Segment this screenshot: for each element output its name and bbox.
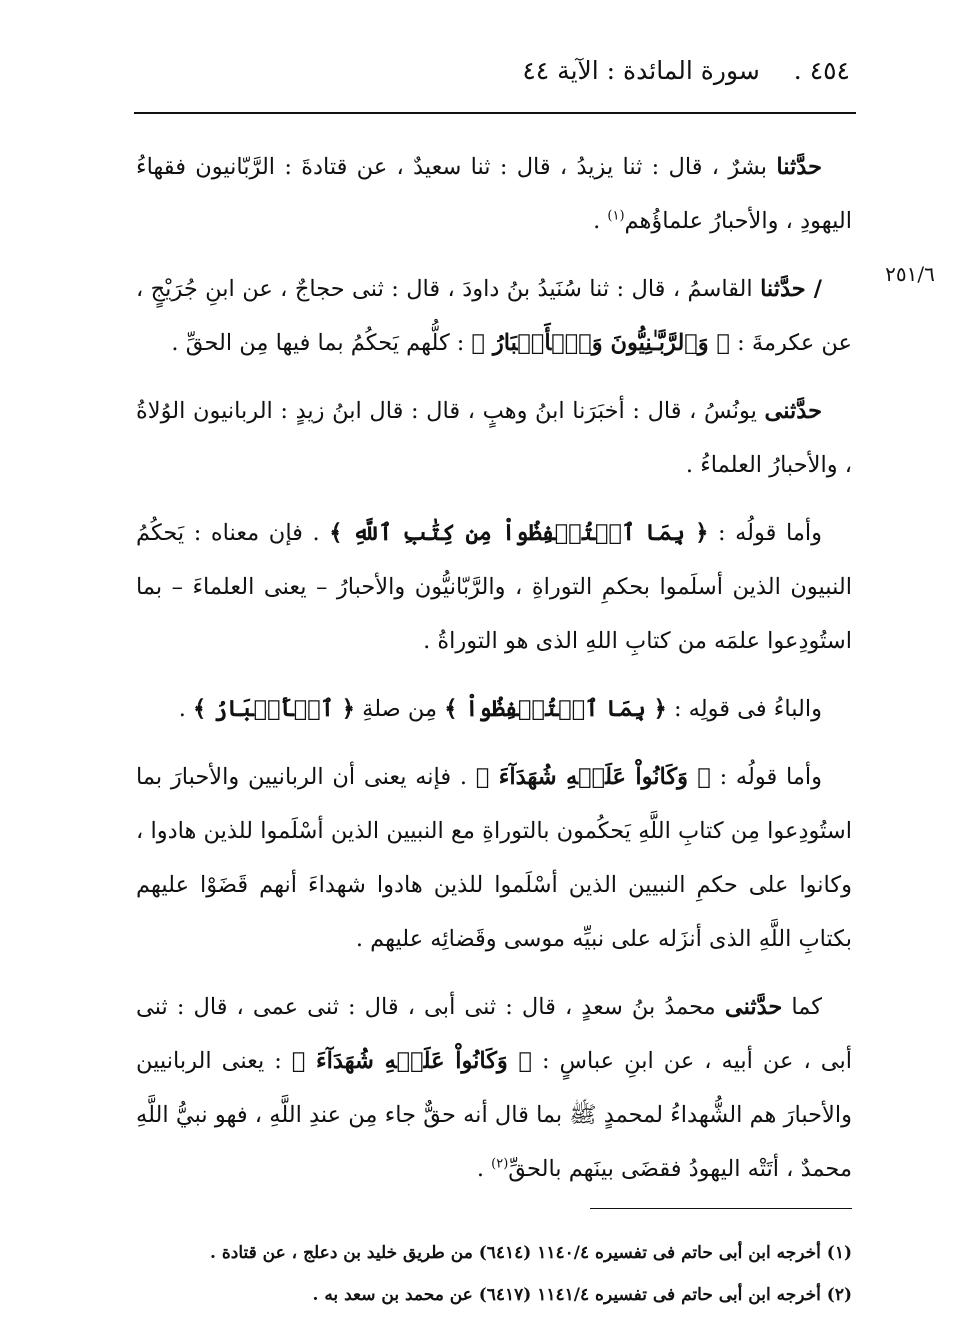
narrator-lead: حدَّثنى (764, 398, 822, 424)
paragraph-end: : كلُّهم يَحكُمُ بما فيها مِن الحقِّ . (171, 330, 472, 356)
quran-quote: ﴿ وَٱلرَّبَّـٰنِيُّونَ وَٱلۡأَحۡبَارُ ﴾ (471, 330, 731, 356)
quran-quote-2: ﴿ ٱلۡأَحۡبَارُ ﴾ (193, 696, 355, 722)
footnotes (140, 1232, 852, 1316)
paragraph-end: . (593, 208, 608, 234)
quran-quote: ﴿ وَكَانُواْ عَلَيۡهِ شُهَدَآءَ ﴾ (291, 1048, 532, 1074)
paragraph-2 (136, 262, 852, 370)
paragraph-end: . فإن معناه : يَحكُمُ النبيون الذين أسلَموا بحكمِ التوراةِ ، والرَّبّانيُّون والأحبارُ – يعنى العلماءَ – بما استُودِعوا علمَه من كتابِ اللهِ الذى هو التوراةُ . (136, 520, 852, 654)
main-text (136, 140, 852, 1210)
footnote-1: (١) أخرجه ابن أبى حاتم فى تفسيره ١١٤٠/٤ (٦٤١٤) من طريق خليد بن دعلج ، عن قتادة . (210, 1243, 852, 1263)
quran-quote: ﴿ بِمَا ٱسۡتُحۡفِظُواْ ﴾ (444, 696, 667, 722)
paragraph-text: بشرٌ ، قال : ثنا يزيدُ ، قال : ثنا سعيدٌ ، عن قتادةَ : الرَّبّانيون فقهاءُ اليهودِ ، والأحبارُ علماؤُهم (136, 154, 852, 234)
header-rule (134, 112, 856, 114)
narrator-lead: حدَّثنى (724, 994, 783, 1020)
footnote-2: (٢) أخرجه ابن أبى حاتم فى تفسيره ١١٤١/٤ (٦٤١٧) عن محمد بن سعد به . (312, 1285, 852, 1305)
paragraph-7 (136, 980, 852, 1196)
paragraph-1 (136, 140, 852, 248)
footnote-marker: (١) (607, 208, 625, 224)
page-number: ٤٥٤ . (793, 56, 850, 85)
paragraph-end: . فإنه يعنى أن الربانيين والأحبارَ بما استُودِعوا مِن كتابِ اللَّهِ يَحكُمون بالتوراةِ مع النبيين الذين أسْلَموا للذين هادوا ، وكانوا على حكمِ النبيين الذين أسْلَموا للذين هادوا شهداءَ أنهم قَضَوْا عليهم بكتابِ اللَّهِ الذى أنزَله على نبيِّه موسى وقَضائِه عليهم . (136, 764, 852, 952)
narrator-lead: / حدَّثنا (760, 276, 822, 302)
paragraph-end: . (178, 696, 194, 722)
page-title: سورة المائدة : الآية ٤٤ (522, 56, 760, 85)
paragraph-5 (136, 682, 852, 736)
quran-quote: ﴿ وَكَانُواْ عَلَيۡهِ شُهَدَآءَ ﴾ (475, 764, 711, 790)
narrator-lead: حدَّثنا (776, 154, 822, 180)
quran-quote: ﴿ بِمَا ٱسۡتُحۡفِظُواْ مِن كِتَٰبِ ٱللَّهِ ﴾ (329, 520, 709, 546)
paragraph-text: والباءُ فى قولِه : (666, 696, 822, 722)
paragraph-text: القاسمُ ، قال : ثنا سُنَيدُ بنُ داودَ ، قال : ثنى حجاجٌ ، عن ابنِ جُرَيْجٍ ، عن عكرمةَ : (136, 276, 852, 356)
footnote-marker: (٢) (491, 1156, 509, 1172)
paragraph-text: يونُسُ ، قال : أخبَرَنا ابنُ وهبٍ ، قال : قال ابنُ زيدٍ : الربانيون الوُلاةُ ، والأحبارُ العلماءُ . (136, 398, 852, 478)
paragraph-6 (136, 750, 852, 966)
paragraph-4 (136, 506, 852, 668)
paragraph-end: : يعنى الربانيين والأحبارَ هم الشُّهداءُ لمحمدٍ ﷺ بما قال أنه حقٌّ جاء مِن عندِ اللَّهِ ، فهو نبيُّ اللَّهِ محمدٌ ، أتَتْه اليهودُ فقضَى بينَهم بالحقِّ (136, 1048, 852, 1182)
paragraph-text: وأما قولُه : (710, 764, 822, 790)
footnote-rule (590, 1208, 852, 1209)
paragraph-text: كما (782, 994, 822, 1020)
paragraph-text: وأما قولُه : (708, 520, 823, 546)
paragraph-mid: مِن صلةِ (355, 696, 445, 722)
paragraph-mid: محمدُ بنُ سعدٍ ، قال : ثنى أبى ، قال : ثنى عمى ، قال : ثنى أبى ، عن أبيه ، عن ابنِ عباسٍ : (136, 994, 852, 1074)
paragraph-3 (136, 384, 852, 492)
page-header (140, 56, 850, 85)
margin-reference: ٢٥١/٦ (885, 262, 935, 286)
paragraph-end-2: . (476, 1156, 492, 1182)
